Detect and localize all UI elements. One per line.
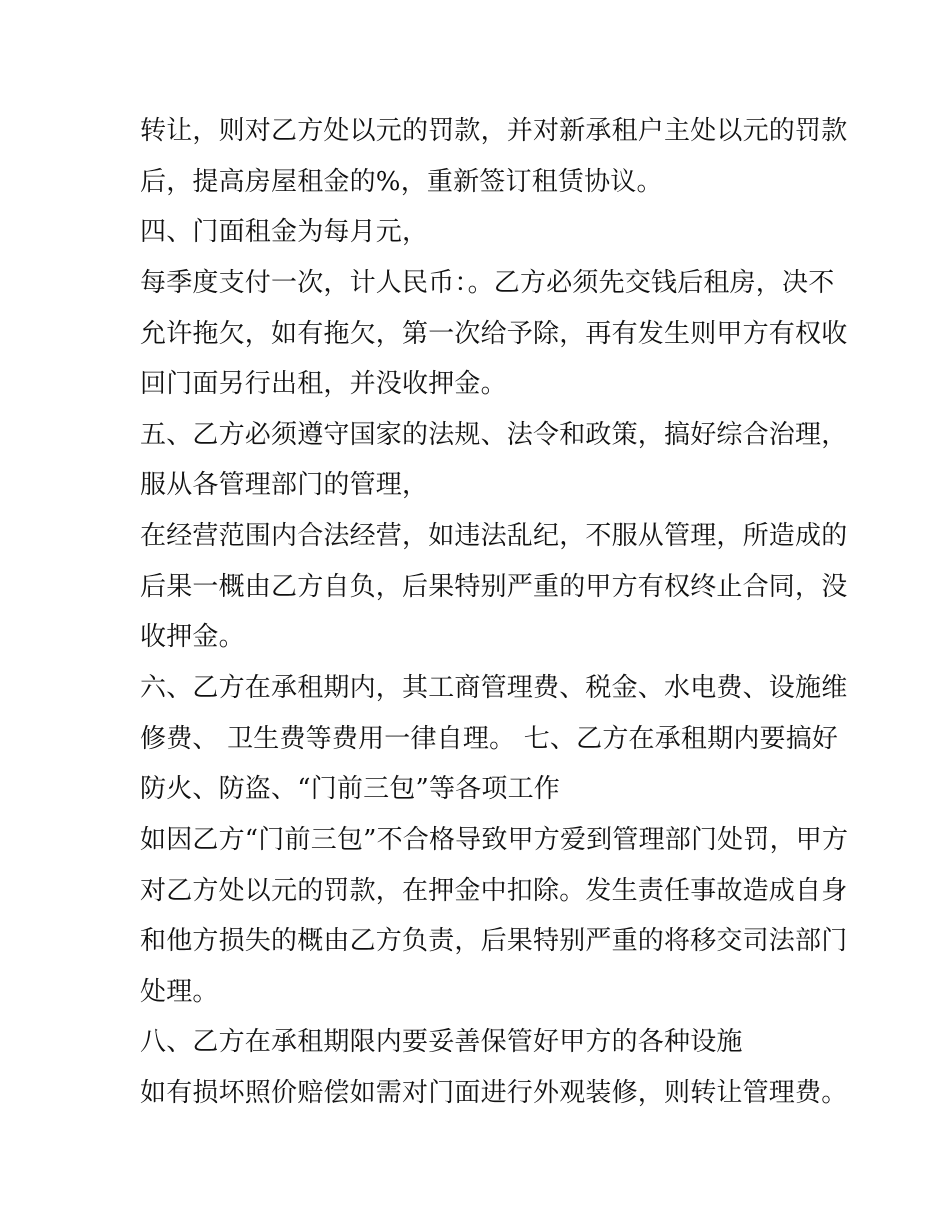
text-line-15: 如因乙方“门前三包”不合格导致甲方爱到管理部门处罚，甲方: [140, 825, 849, 855]
text-line-19: 八、乙方在承租期限内要妥善保管好甲方的各种设施: [140, 1027, 743, 1057]
text-line-8: 服从各管理部门的管理，: [140, 470, 429, 500]
text-line-20: 如有损坏照价赔偿如需对门面进行外观装修，则转让管理费。: [140, 1078, 848, 1108]
text-line-17: 和他方损失的概由乙方负责，后果特别严重的将移交司法部门: [140, 926, 848, 956]
text-line-6: 回门面另行出租，并没收押金。: [140, 369, 507, 399]
text-line-3: 四、门面租金为每月元，: [140, 217, 429, 247]
text-line-16: 对乙方处以元的罚款，在押金中扣除。发生责任事故造成自身: [140, 876, 848, 906]
text-line-4: 每季度支付一次，计人民币：。乙方必须先交钱后租房，决不: [140, 268, 835, 298]
text-line-12: 六、乙方在承租期内，其工商管理费、税金、水电费、设施维: [140, 673, 848, 703]
text-line-10: 后果一概由乙方自负，后果特别严重的甲方有权终止合同，没: [140, 572, 848, 602]
text-line-7: 五、乙方必须遵守国家的法规、法令和政策，搞好综合治理，: [140, 420, 848, 450]
text-line-1: 转让，则对乙方处以元的罚款，并对新承租户主处以元的罚款: [140, 116, 848, 146]
text-line-9: 在经营范围内合法经营，如违法乱纪，不服从管理，所造成的: [140, 521, 848, 551]
text-line-2: 后，提高房屋租金的%，重新签订租赁协议。: [140, 167, 663, 197]
text-line-13: 修费、 卫生费等费用一律自理。 七、乙方在承租期内要搞好: [140, 724, 839, 754]
text-line-11: 收押金。: [140, 622, 245, 652]
text-line-18: 处理。: [140, 977, 219, 1007]
text-line-14: 防火、防盗、“门前三包”等各项工作: [140, 774, 560, 804]
text-line-5: 允许拖欠，如有拖欠，第一次给予除，再有发生则甲方有权收: [140, 319, 848, 349]
